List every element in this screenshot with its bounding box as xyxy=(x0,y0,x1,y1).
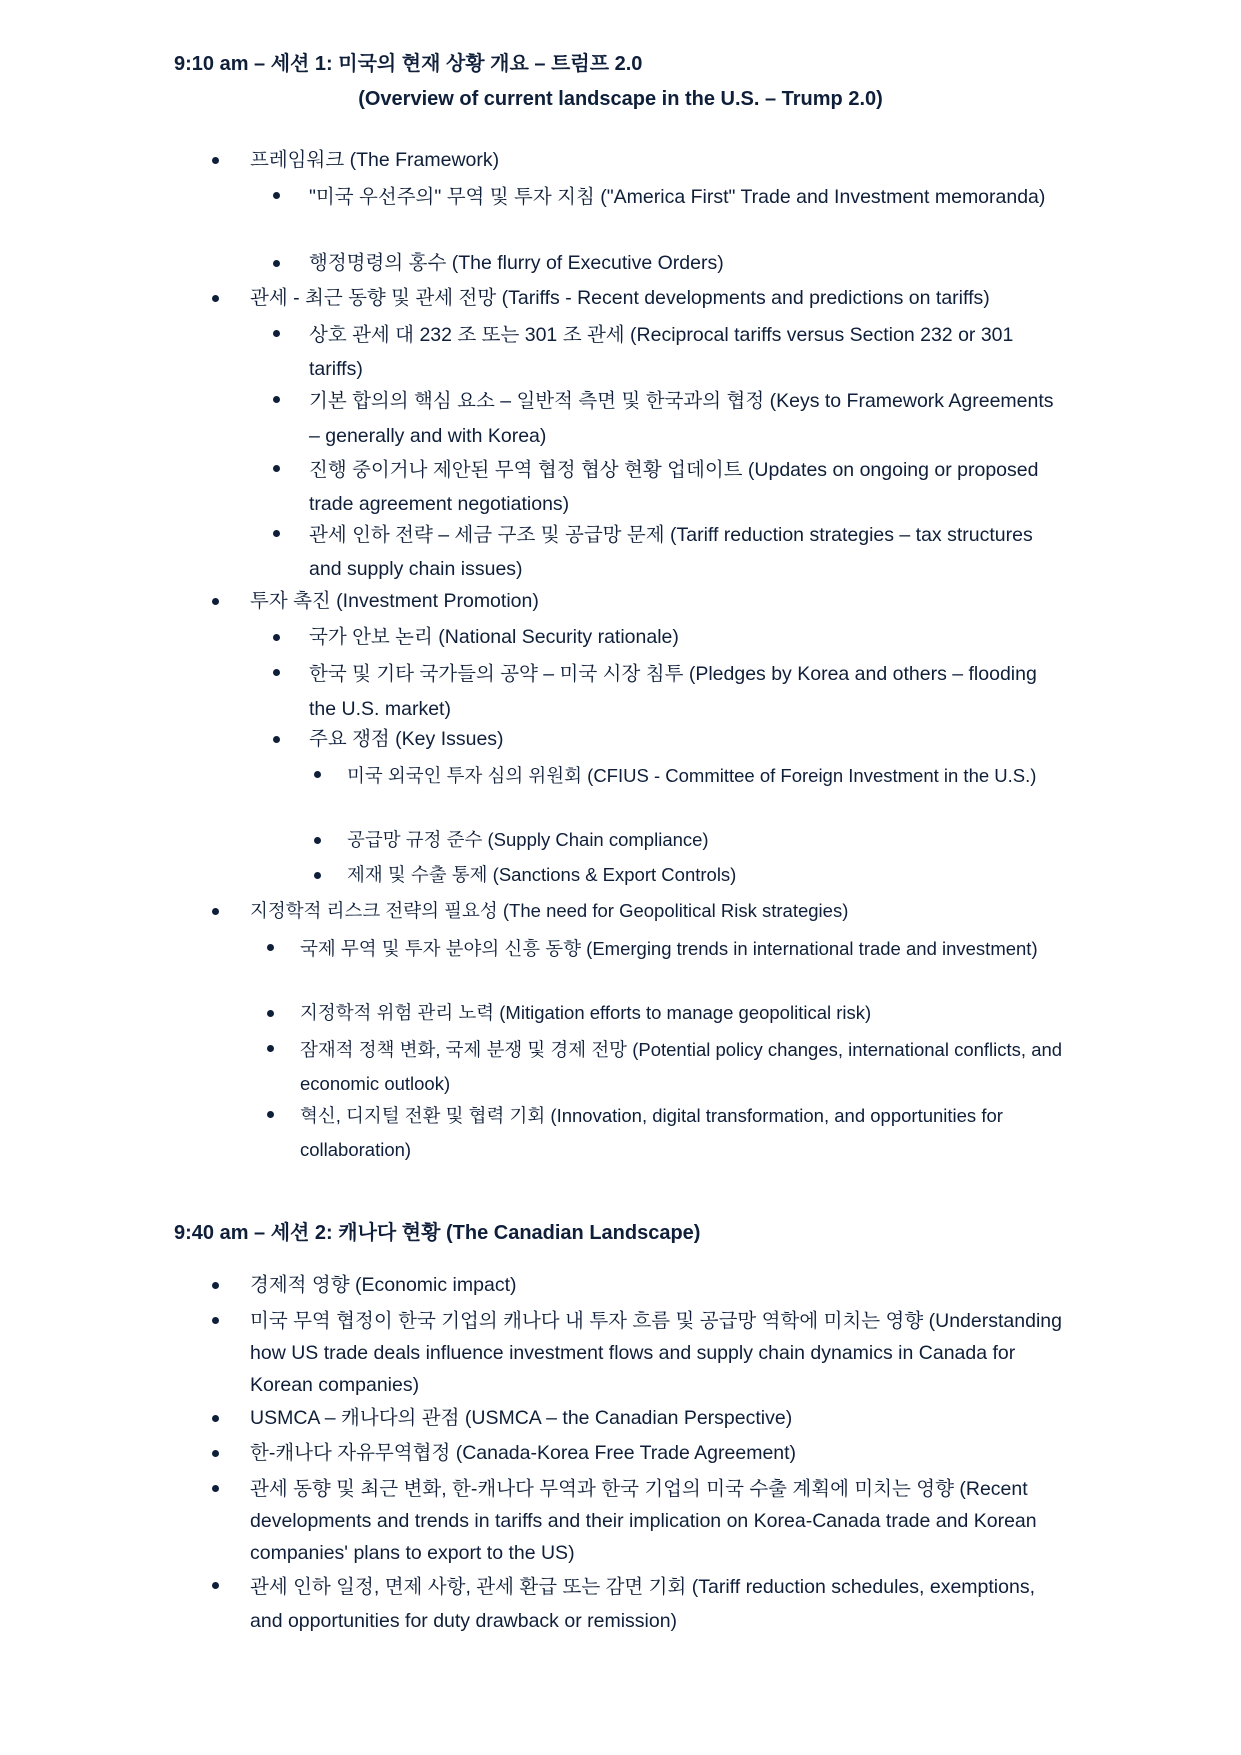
bullet-icon xyxy=(212,1485,219,1492)
list-item: 프레임워크 (The Framework) xyxy=(250,145,1070,175)
bullet-icon xyxy=(212,1317,219,1324)
bullet-icon xyxy=(273,465,280,472)
list-item: 투자 촉진 (Investment Promotion) xyxy=(250,586,1070,616)
list-item: 진행 중이거나 제안된 무역 협정 협상 현황 업데이트 (Updates on ongoing or proposed trade agreement negotiations) xyxy=(309,453,1069,521)
bullet-icon xyxy=(273,634,280,641)
list-item: 잠재적 정책 변화, 국제 분쟁 및 경제 전망 (Potential policy changes, international conflicts, and economic outlook) xyxy=(300,1033,1070,1101)
session2-title: 9:40 am – 세션 2: 캐나다 현황 (The Canadian Landscape) xyxy=(174,1222,701,1244)
list-item: 국제 무역 및 투자 분야의 신흥 동향 (Emerging trends in international trade and investment) xyxy=(300,932,1070,966)
list-item: 한국 및 기타 국가들의 공약 – 미국 시장 침투 (Pledges by Korea and others – flooding the U.S. market) xyxy=(309,657,1069,727)
list-item: 기본 합의의 핵심 요소 – 일반적 측면 및 한국과의 협정 (Keys to Framework Agreements – generally and with Korea) xyxy=(309,384,1069,454)
list-item: 국가 안보 논리 (National Security rationale) xyxy=(309,622,1069,652)
list-item: 행정명령의 홍수 (The flurry of Executive Orders) xyxy=(309,248,1069,278)
list-item: 지정학적 리스크 전략의 필요성 (The need for Geopolitical Risk strategies) xyxy=(250,896,1070,926)
bullet-icon xyxy=(273,396,280,403)
bullet-icon xyxy=(212,157,219,164)
list-item: 혁신, 디지털 전환 및 협력 기회 (Innovation, digital transformation, and opportunities for collaboration) xyxy=(300,1099,1070,1167)
bullet-icon xyxy=(267,1111,274,1118)
bullet-icon xyxy=(212,1582,219,1589)
session1-title: 9:10 am – 세션 1: 미국의 현재 상황 개요 – 트럼프 2.0 xyxy=(174,53,643,75)
bullet-icon xyxy=(314,771,321,778)
list-item: 상호 관세 대 232 조 또는 301 조 관세 (Reciprocal tariffs versus Section 232 or 301 tariffs) xyxy=(309,318,1069,386)
list-item: 지정학적 위험 관리 노력 (Mitigation efforts to manage geopolitical risk) xyxy=(300,998,1070,1028)
list-item: 관세 동향 및 최근 변화, 한-캐나다 무역과 한국 기업의 미국 수출 계획에 미치는 영향 (Recent developments and trends in tariffs and their implication on Korea-Canada trade and Korean companies' plans to export to the US) xyxy=(250,1473,1070,1569)
bullet-icon xyxy=(273,669,280,676)
bullet-icon xyxy=(212,1282,219,1289)
list-item: 한-캐나다 자유무역협정 (Canada-Korea Free Trade Agreement) xyxy=(250,1438,1070,1468)
bullet-icon xyxy=(273,192,280,199)
bullet-icon xyxy=(314,837,321,844)
bullet-icon xyxy=(267,1045,274,1052)
bullet-icon xyxy=(267,944,274,951)
list-item: 미국 외국인 투자 심의 위원회 (CFIUS - Committee of Foreign Investment in the U.S.) xyxy=(347,759,1067,793)
list-item: 관세 인하 일정, 면제 사항, 관세 환급 또는 감면 기회 (Tariff reduction schedules, exemptions, and opportunities for duty drawback or remission) xyxy=(250,1570,1070,1638)
bullet-icon xyxy=(212,598,219,605)
bullet-icon xyxy=(273,260,280,267)
list-item: 경제적 영향 (Economic impact) xyxy=(250,1270,1070,1300)
list-item: 관세 인하 전략 – 세금 구조 및 공급망 문제 (Tariff reduction strategies – tax structures and supply chain issues) xyxy=(309,518,1069,586)
list-item: 공급망 규정 준수 (Supply Chain compliance) xyxy=(347,825,1067,855)
list-item: USMCA – 캐나다의 관점 (USMCA – the Canadian Perspective) xyxy=(250,1403,1070,1433)
bullet-icon xyxy=(273,330,280,337)
list-item: 미국 무역 협정이 한국 기업의 캐나다 내 투자 흐름 및 공급망 역학에 미치는 영향 (Understanding how US trade deals influence investment flows and supply chain dynamics in Canada for Korean companies) xyxy=(250,1305,1070,1401)
session1-subtitle: (Overview of current landscape in the U.S. – Trump 2.0) xyxy=(358,88,883,110)
bullet-icon xyxy=(212,1415,219,1422)
bullet-icon xyxy=(212,1450,219,1457)
bullet-icon xyxy=(212,908,219,915)
list-item: 관세 - 최근 동향 및 관세 전망 (Tariffs - Recent developments and predictions on tariffs) xyxy=(250,283,1070,313)
bullet-icon xyxy=(273,736,280,743)
bullet-icon xyxy=(267,1010,274,1017)
bullet-icon xyxy=(314,872,321,879)
bullet-icon xyxy=(212,295,219,302)
list-item: 주요 쟁점 (Key Issues) xyxy=(309,724,1069,754)
list-item: "미국 우선주의" 무역 및 투자 지침 ("America First" Trade and Investment memoranda) xyxy=(309,180,1069,214)
list-item: 제재 및 수출 통제 (Sanctions & Export Controls) xyxy=(347,860,1067,890)
bullet-icon xyxy=(273,530,280,537)
